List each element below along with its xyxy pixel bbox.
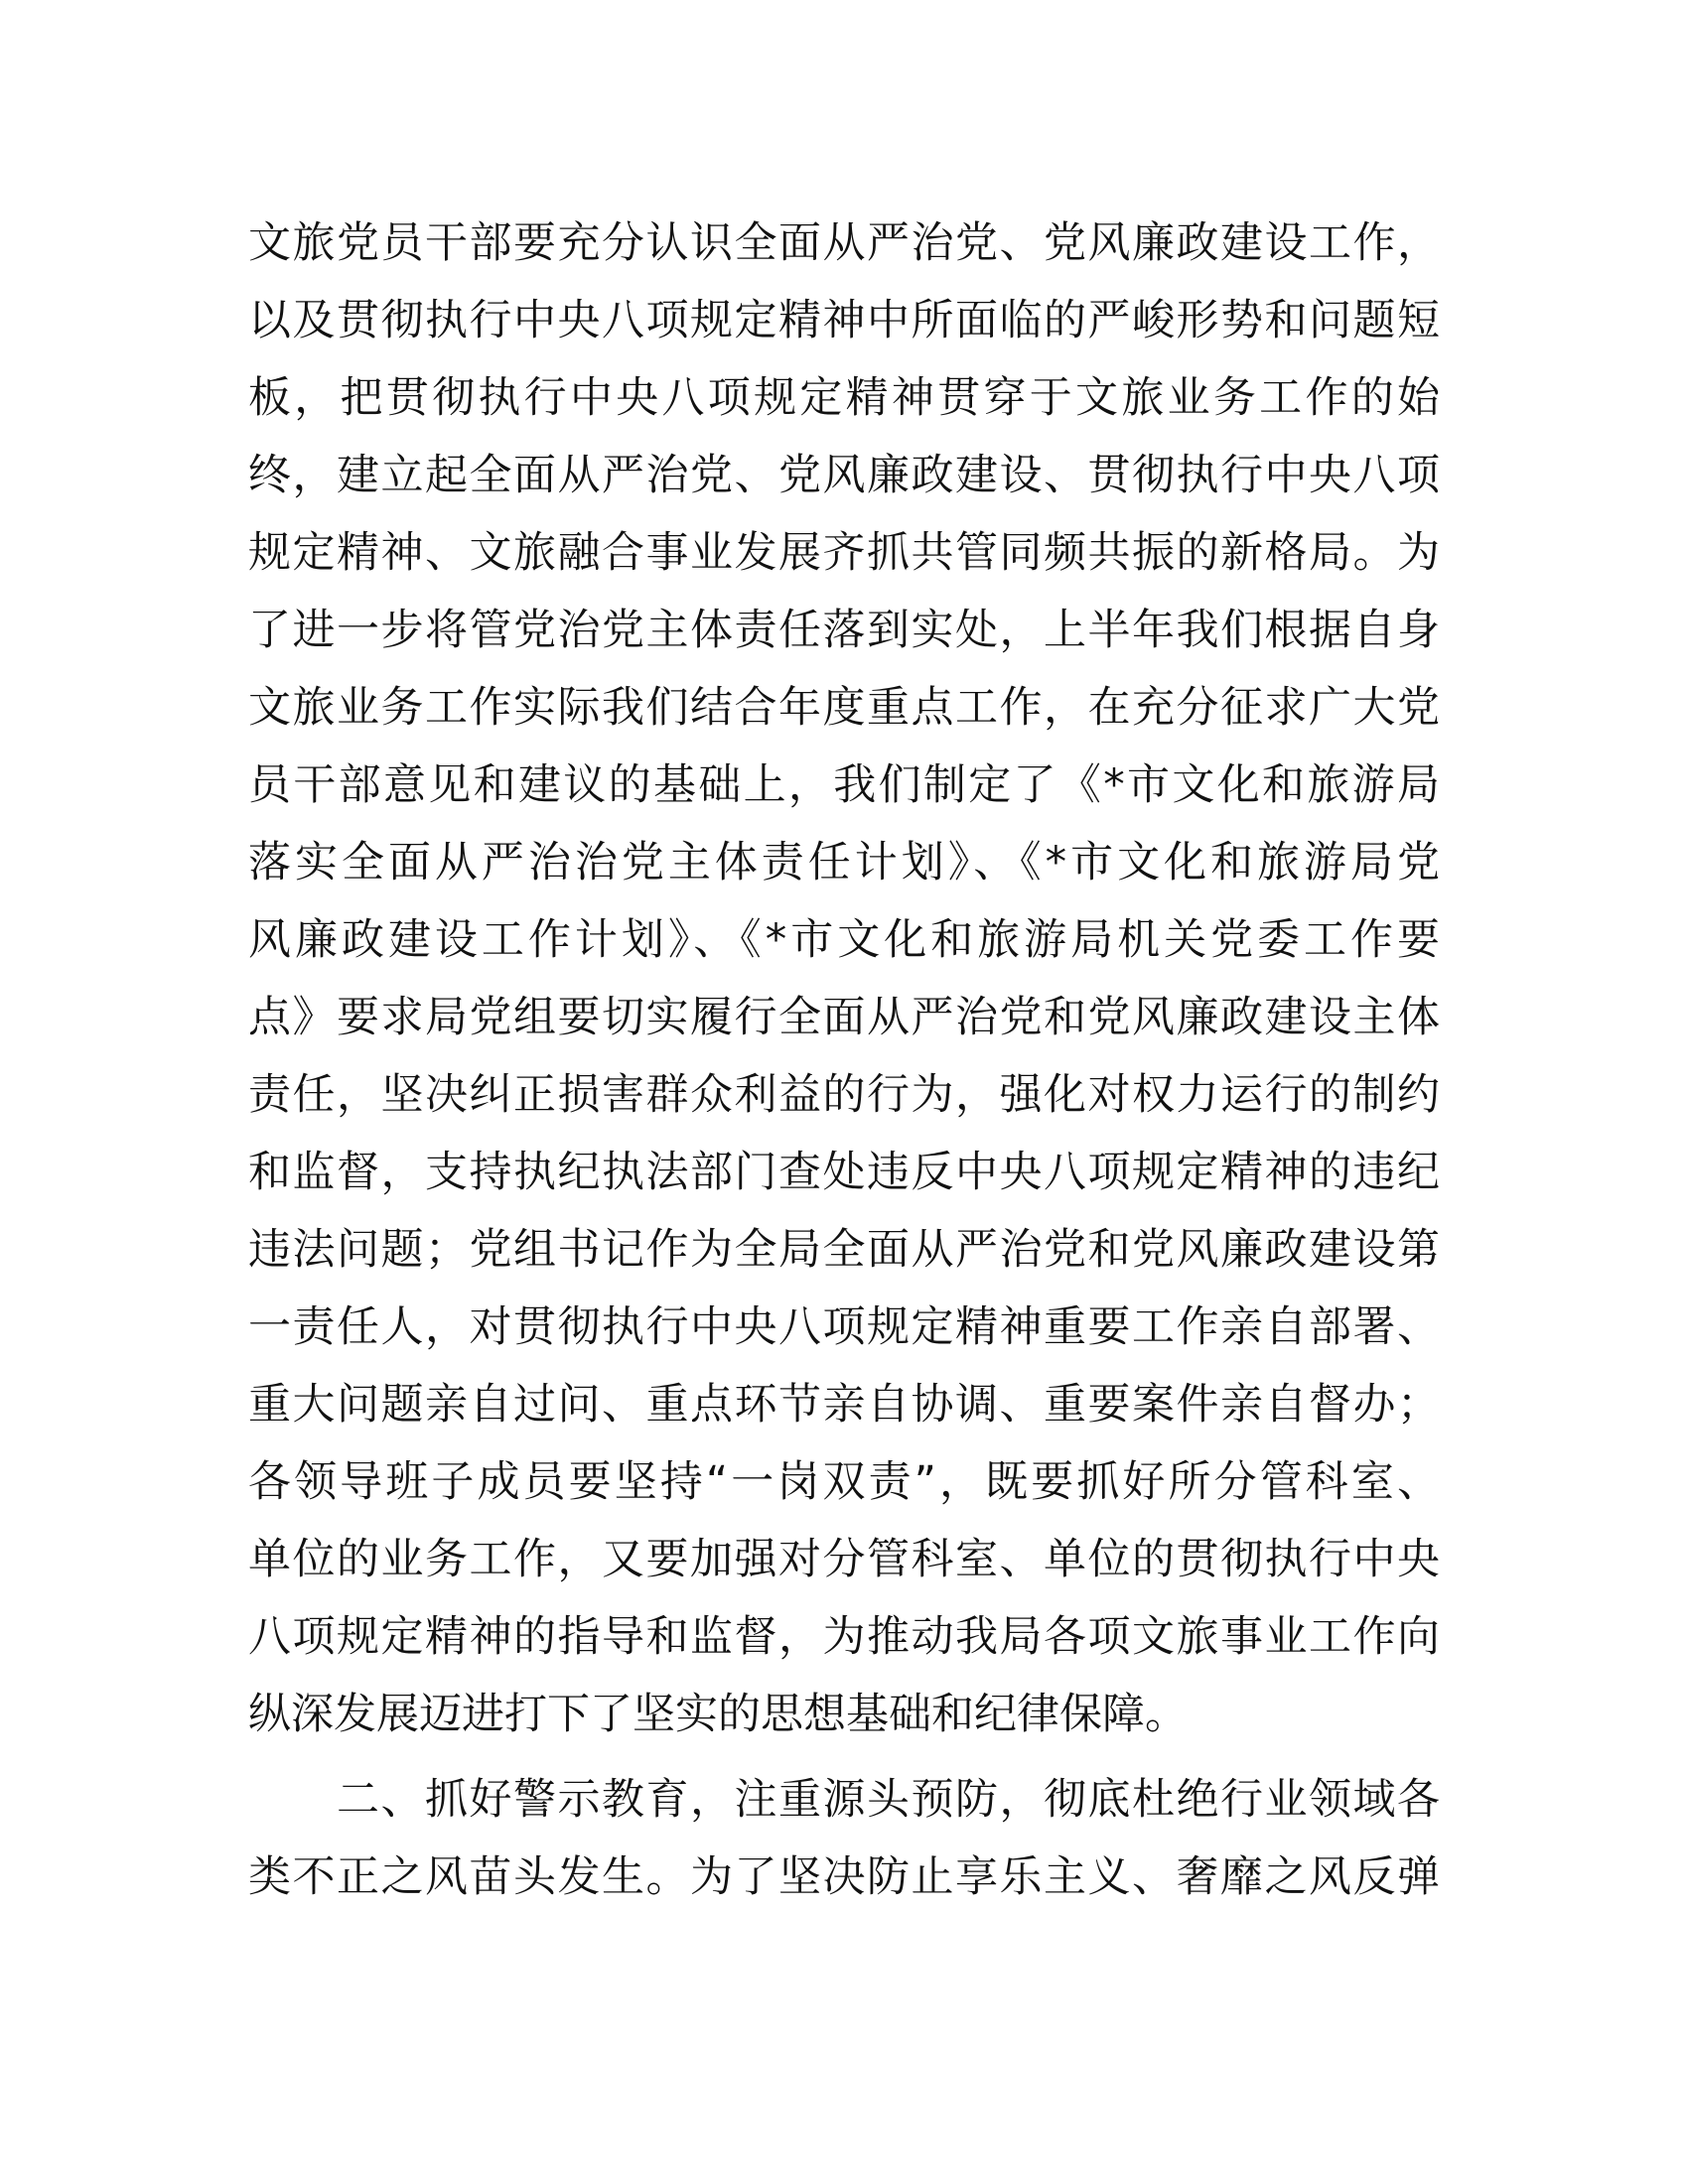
- text-line: 类不正之风苗头发生。为了坚决防止享乐主义、奢靡之风反弹: [248, 1852, 1440, 1902]
- text-line: 纵深发展迈进打下了坚实的思想基础和纪律保障。: [248, 1690, 1188, 1739]
- text-line: 规定精神、文旅融合事业发展齐抓共管同频共振的新格局。为: [248, 528, 1440, 578]
- text-line: 以及贯彻执行中央八项规定精神中所面临的严峻形势和问题短: [248, 296, 1440, 345]
- text-line: 文旅党员干部要充分认识全面从严治党、党风廉政建设工作，: [248, 218, 1440, 268]
- text-line: 违法问题；党组书记作为全局全面从严治党和党风廉政建设第: [248, 1225, 1440, 1275]
- text-line: 点》要求局党组要切实履行全面从严治党和党风廉政建设主体: [248, 993, 1440, 1042]
- text-line: 和监督，支持执纪执法部门查处违反中央八项规定精神的违纪: [248, 1148, 1440, 1197]
- text-line: 落实全面从严治治党主体责任计划》、《*市文化和旅游局党: [248, 838, 1440, 887]
- text-line: 各领导班子成员要坚持“一岗双责”，既要抓好所分管科室、: [248, 1457, 1440, 1507]
- text-line: 单位的业务工作，又要加强对分管科室、单位的贯彻执行中央: [248, 1535, 1440, 1584]
- text-line: 重大问题亲自过问、重点环节亲自协调、重要案件亲自督办；: [248, 1380, 1440, 1430]
- text-line: 文旅业务工作实际我们结合年度重点工作，在充分征求广大党: [248, 683, 1440, 733]
- section-heading-line: 二、抓好警示教育，注重源头预防，彻底杜绝行业领域各: [337, 1775, 1440, 1825]
- text-line: 员干部意见和建议的基础上，我们制定了《*市文化和旅游局: [248, 760, 1440, 810]
- text-line: 一责任人，对贯彻执行中央八项规定精神重要工作亲自部署、: [248, 1302, 1440, 1352]
- text-line: 了进一步将管党治党主体责任落到实处，上半年我们根据自身: [248, 606, 1440, 655]
- text-line: 责任，坚决纠正损害群众利益的行为，强化对权力运行的制约: [248, 1070, 1440, 1120]
- text-line: 板，把贯彻执行中央八项规定精神贯穿于文旅业务工作的始: [248, 373, 1440, 423]
- text-line: 终，建立起全面从严治党、党风廉政建设、贯彻执行中央八项: [248, 451, 1440, 500]
- text-line: 风廉政建设工作计划》、《*市文化和旅游局机关党委工作要: [248, 915, 1440, 965]
- text-line: 八项规定精神的指导和监督，为推动我局各项文旅事业工作向: [248, 1612, 1440, 1662]
